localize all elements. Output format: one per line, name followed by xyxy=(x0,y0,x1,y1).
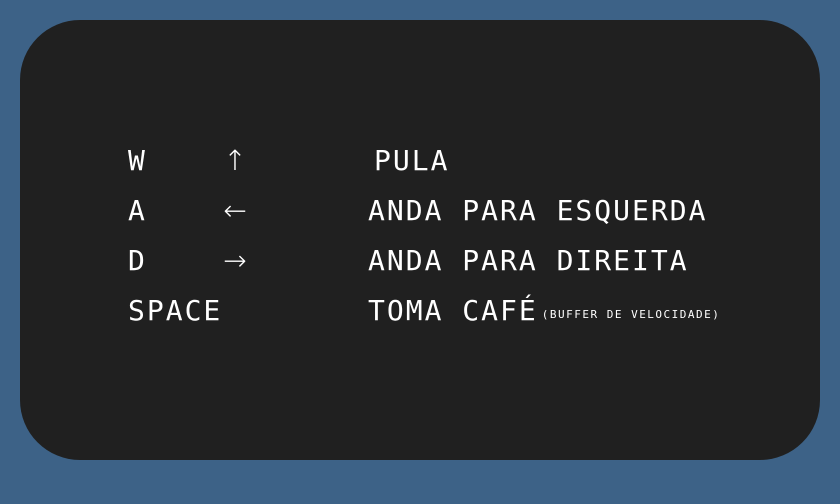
action-drink-coffee: TOMA CAFÉ xyxy=(368,294,538,327)
controls-panel xyxy=(20,20,820,460)
key-space: SPACE xyxy=(128,294,223,327)
control-row-left xyxy=(128,188,768,238)
control-row-right xyxy=(128,238,768,288)
controls-list xyxy=(128,138,768,338)
arrow-left-icon: ← xyxy=(223,194,247,227)
action-drink-coffee-wrapper xyxy=(368,288,720,338)
arrow-up-icon: ↑ xyxy=(223,144,247,177)
action-note: (BUFFER DE VELOCIDADE) xyxy=(541,308,721,321)
key-w: W xyxy=(128,144,147,177)
action-walk-left: ANDA PARA ESQUERDA xyxy=(368,194,708,227)
arrow-right-icon: → xyxy=(223,244,247,277)
action-jump: PULA xyxy=(374,144,450,177)
action-walk-right: ANDA PARA DIREITA xyxy=(368,244,689,277)
key-a: A xyxy=(128,194,147,227)
control-row-coffee xyxy=(128,288,768,338)
control-row-jump xyxy=(128,138,768,188)
key-d: D xyxy=(128,244,147,277)
